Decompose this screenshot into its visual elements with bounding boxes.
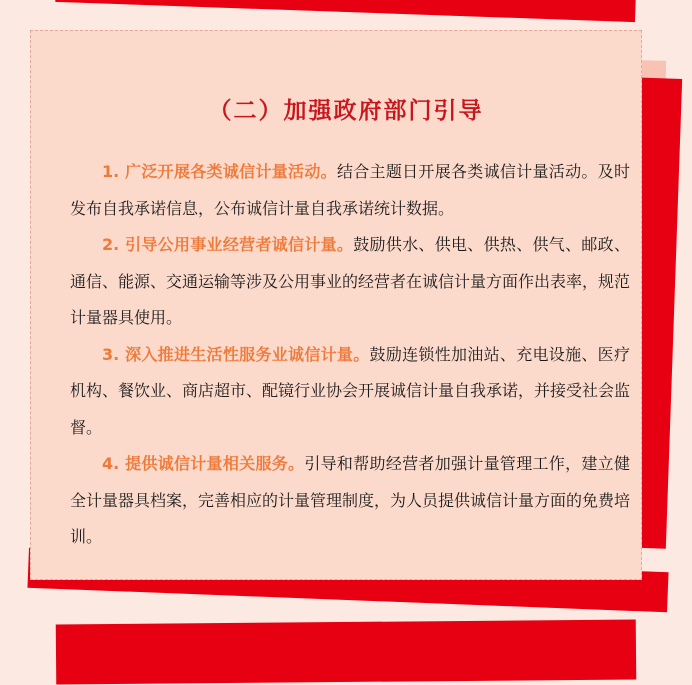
content-body (70, 154, 630, 556)
top-red-banner (55, 0, 636, 22)
item-4-text: 引导和帮助经营者加强计量管理工作，建立健全计量器具档案，完善相应的计量管理制度，为人员提供诚信计量方面的免费培训。 (70, 454, 631, 546)
item-1 (70, 154, 630, 227)
item-3-heading: 3. 深入推进生活性服务业诚信计量。 (102, 344, 370, 364)
item-1-heading: 1. 广泛开展各类诚信计量活动。 (102, 162, 337, 181)
bottom-red-banner (56, 619, 637, 684)
item-2-heading: 2. 引导公用事业经营者诚信计量。 (102, 235, 354, 254)
section-title: （二）加强政府部门引导 (208, 97, 484, 124)
item-2-text: 鼓励供水、供电、供热、供气、邮政、通信、能源、交通运输等涉及公用事业的经营者在诚信计量方面作出表率，规范计量器具使用。 (70, 235, 631, 327)
item-4 (70, 446, 630, 556)
item-4-heading: 4. 提供诚信计量相关服务。 (102, 454, 305, 473)
item-1-text: 结合主题日开展各类诚信计量活动。及时发布自我承诺信息，公布诚信计量自我承诺统计数据。 (70, 162, 630, 218)
item-2 (70, 227, 630, 337)
item-3-text: 鼓励连锁性加油站、充电设施、医疗机构、餐饮业、商店超市、配镜行业协会开展诚信计量自我承诺，并接受社会监督。 (70, 344, 631, 437)
item-3 (70, 337, 630, 447)
